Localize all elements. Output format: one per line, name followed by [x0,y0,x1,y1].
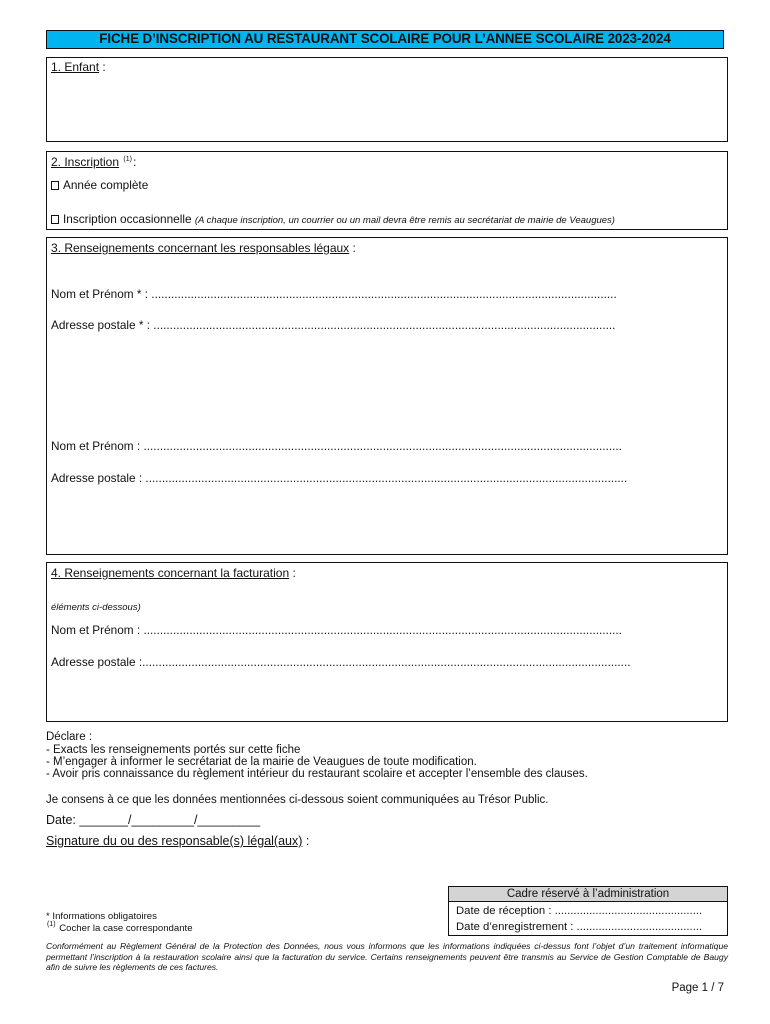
admin-box [448,886,728,936]
signature-label: Signature du ou des responsable(s) légal(aux) : [46,834,310,848]
section-responsables-title: 3. Renseignements concernant les responsables légaux : [51,241,356,255]
section-inscription [46,151,728,230]
declare-heading: Déclare : [46,731,93,743]
inscription-occasionnelle-checkbox[interactable]: Inscription occasionnelle (A chaque inscription, un courrier ou un mail devra être remis au secrétariat de mairie de Veaugues) [51,212,723,226]
section-inscription-title: 2. Inscription $^{(1)}$: [51,155,137,169]
declare-item-1: - Exacts les renseignements portés sur cette fiche [46,744,301,756]
admin-box-header: Cadre réservé à l’administration [449,887,727,902]
occasionnelle-note: (A chaque inscription, un courrier ou un mail devra être remis au secrétariat de mairie de Veaugues) [194,215,615,226]
date-reception-field[interactable]: Date de réception : ............................................... [456,905,703,917]
page-number: Page 1 / 7 [671,982,724,994]
declare-item-2: - M’engager à informer le secrétariat de la mairie de Veaugues de toute modification. [46,756,477,768]
facturation-adresse-field[interactable]: Adresse postale :..................................................................................................................................................... [51,655,631,669]
annee-complete-checkbox[interactable]: Année complète [51,178,723,192]
section-responsables [46,237,728,555]
legal2-adresse-field[interactable]: Adresse postale : ................................................................................................................................................... [51,471,628,485]
section-enfant [46,57,728,142]
facturation-elements-note: éléments ci-dessous) [51,602,141,613]
form-title: FICHE D’INSCRIPTION AU RESTAURANT SCOLAIRE POUR L’ANNEE SCOLAIRE 2023-2024 [46,30,724,49]
section-enfant-title: 1. Enfant : [51,60,106,74]
note-cocher: $^{(1)}$ Cocher la case correspondante [47,921,193,934]
legal1-nom-field[interactable]: Nom et Prénom * : .............................................................................................................................................. [51,287,617,301]
section-facturation [46,562,728,722]
legal1-adresse-field[interactable]: Adresse postale * : ............................................................................................................................................. [51,318,616,332]
consent-text: Je consens à ce que les données mentionnées ci-dessous soient communiquées au Trésor Public. [46,794,549,806]
declare-item-3: - Avoir pris connaissance du règlement intérieur du restaurant scolaire et accepter l’ensemble des clauses. [46,768,588,780]
legal2-nom-field[interactable]: Nom et Prénom : .................................................................................................................................................. [51,439,622,453]
rgpd-footer: Conformément au Règlement Général de la Protection des Données, nous vous informons que les informations indiquées ci-dessus font l’objet d’un traitement informatique permettant l’inscription à la restauration scolaire ainsi que la facturation du service. Certains renseignements peuvent être transmis au Service de Gestion Comptable de Baugy afin de suivre les règlements de ces factures. [46,941,728,973]
facturation-nom-field[interactable]: Nom et Prénom : .................................................................................................................................................. [51,623,622,637]
note-obligatoire: * Informations obligatoires [46,911,157,922]
date-signature-field[interactable]: Date: _______/_________/_________ [46,813,261,827]
section-facturation-title: 4. Renseignements concernant la facturation : [51,566,296,580]
date-enregistrement-field[interactable]: Date d’enregistrement : ........................................ [456,921,703,933]
